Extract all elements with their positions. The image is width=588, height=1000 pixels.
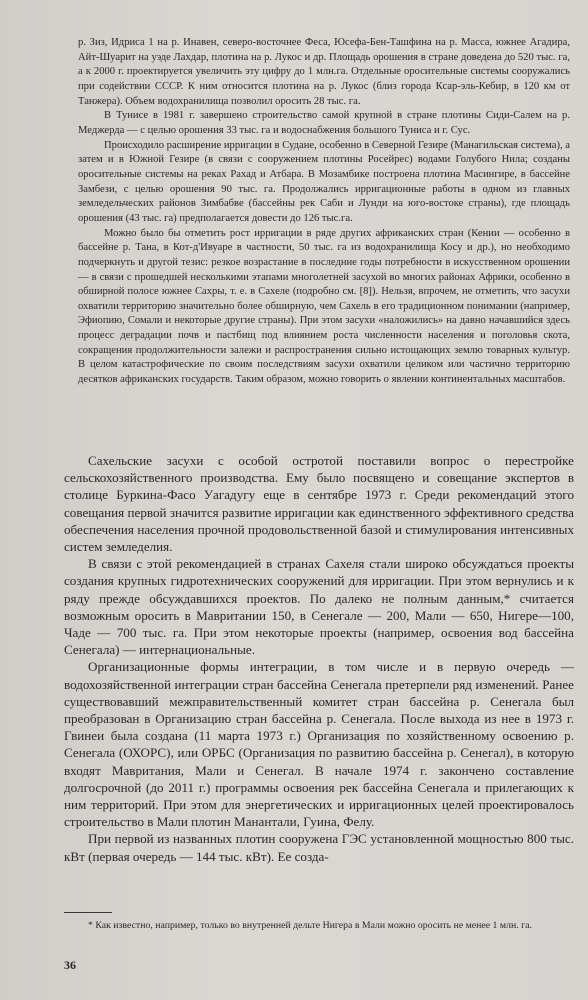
small-paragraph: р. Зиз, Идриса 1 на р. Инавен, северо-восточнее Феса, Юсефа-Бен-Ташфина на р. Масса, южнее Агадира, Айт-Шуарит на уэде Лахдар, плотина на р. Лукос и др. Площадь орошения в стране доведена до 520 тыс. га, а к 2000 г. проектируется увеличить эту цифру до 1 млн.га. Отдельные оросительные системы сооружались при содействии СССР. К ним относится плотина на р. Лукос (близ города Ксар-эль-Кебир, в 120 км от Танжера). Объем водохранилища позволил оросить 28 тыс. га. (78, 37, 570, 107)
small-paragraph: Происходило расширение ирригации в Судане, особенно в Северной Гезире (Манагильская система), а затем и в Южной Гезире (в связи с сооружением плотины Росейрес) водами Голубого Нила; созданы оросительные системы на реках Рахад и Атбара. В Мозамбике построена плотина Масингире, в бассейне Замбези, с целью орошения 90 тыс. га. Продолжались ирригационные работы в одном из главных земледельческих районов Зимбабве (бассейны рек Саби и Лунди на юго-востоке страны), где площадь орошения (43 тыс. га) предполагается довести до 126 тыс.га. (78, 139, 570, 224)
main-text-block (64, 452, 574, 865)
small-paragraph: Можно было бы отметить рост ирригации в ряде других африканских стран (Кении — особенно в бассейне р. Тана, в Кот-д'Ивуаре в частности, 50 тыс. га из водохранилища Косу и др.), но необходимо подчеркнуть и другой тезис: резкое возрастание в последние годы потребности в искусственном орошении — в связи с прошедшей несколькими этапами многолетней засухой во многих районах Африки, особенно в обширной полосе южнее Сахры, т. е. в Сахеле (подробно см. [8]). Нельзя, впрочем, не отметить, что засухи охватили территорию значительно более обширную, чем Сахель в его традиционном понимании (например, Эфиопию, Сомали и некоторые другие страны). При этом засухи «наложились» на давно начавшийся здесь процесс деградации почв и пастбищ под влиянием роста численности населения и поголовья скота, сокращения продолжительности залежи и распространения сильно истощающих землю товарных культур. В целом катастрофические по своим последствиям засухи охватили целиком или частично территорию десятков африканских государств. Таким образом, можно говорить о явлении континентальных масштабов. (78, 227, 570, 386)
footnote-rule (64, 912, 112, 913)
main-paragraph: В связи с этой рекомендацией в странах Сахеля стали широко обсуждаться проекты создания крупных гидротехнических сооружений для ирригации. При этом вернулись и к ряду прежде обсуждавшихся проектов. По далеко не полным данным,* считается возможным оросить в Мавритании 150, в Сенегале — 200, Мали — 650, Нигере—100, Чаде — 700 тыс. га. При этом некоторые проекты (например, освоения вод бассейна Сенегала) — интернациональные. (64, 556, 574, 658)
page-number: 36 (64, 958, 76, 972)
main-paragraph: Сахельские засухи с особой остротой поставили вопрос о перестройке сельскохозяйственного производства. Ему было посвящено и совещание экспертов в столице Буркина-Фасо Уагадугу еще в сентябре 1973 г. Среди рекомендаций этого совещания первой значится развитие ирригации как единственного эффективного средства обеспечения населения прочной продовольственной базой и стимулирования интенсивных систем земледелия. (64, 453, 574, 555)
small-paragraph: В Тунисе в 1981 г. завершено строительство самой крупной в стране плотины Сиди-Салем на р. Меджерда — с целью орошения 33 тыс. га и водоснабжения большого Туниса и г. Сус. (78, 110, 570, 136)
footnote: * Как известно, например, только во внутренней дельте Нигера в Мали можно оросить не менее 1 млн. га. (88, 920, 532, 931)
main-paragraph: При первой из названных плотин сооружена ГЭС установленной мощностью 800 тыс. кВт (первая очередь — 144 тыс. кВт). Ее созда- (64, 831, 574, 864)
main-paragraph: Организационные формы интеграции, в том числе и в первую очередь — водохозяйственной интеграции стран бассейна Сенегала претерпели ряд изменений. Ранее существовавший межправительственный комитет стран бассейна р. Сенегала был преобразован в Организацию стран бассейна р. Сенегала. После выхода из нее в 1973 г. Гвинеи была создана (11 марта 1973 г.) Организация по хозяйственному освоению р. Сенегала (ОХОРС), или ОРБС (Организация по развитию бассейна р. Сенегал), в которую входят Мавритания, Мали и Сенегал. В начале 1974 г. закончено составление долгосрочной (до 2011 г.) программы освоения рек бассейна Сенегала и прилегающих к ним территорий. При этом для энергетических и ирригационных целей проектировалось строительство в Мали плотин Манантали, Гуина, Фелу. (64, 659, 574, 830)
small-print-block (78, 36, 570, 388)
